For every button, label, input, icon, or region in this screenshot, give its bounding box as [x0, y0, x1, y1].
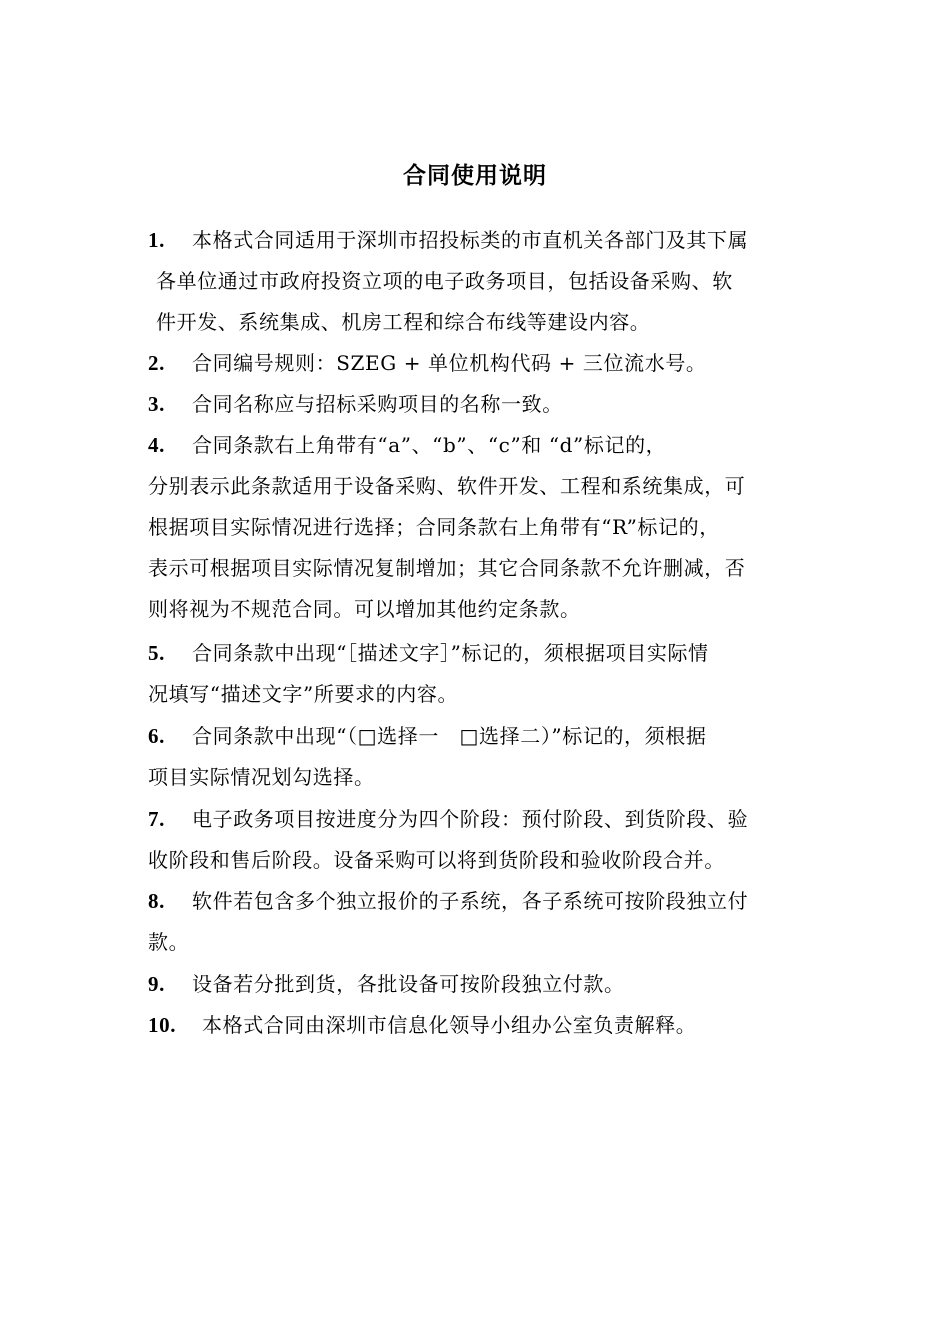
- list-item-2: [148, 343, 808, 384]
- item-line: [148, 1005, 808, 1046]
- item-line: 款。: [148, 930, 190, 954]
- list-item-6: [148, 716, 808, 798]
- item-number: 10.: [148, 1013, 177, 1037]
- item-text: 本格式合同适用于深圳市招投标类的市直机关各部门及其下属: [192, 228, 749, 252]
- item-line: [148, 384, 808, 425]
- item-line: 表示可根据项目实际情况复制增加；其它合同条款不允许删减，否: [148, 556, 746, 580]
- item-number: 3.: [148, 392, 165, 416]
- item-line: 收阶段和售后阶段。设备采购可以将到货阶段和验收阶段合并。: [148, 848, 725, 872]
- item-number: 2.: [148, 351, 165, 375]
- item-line: 则将视为不规范合同。可以增加其他约定条款。: [148, 597, 581, 621]
- list-item-4: [148, 425, 808, 630]
- item-line: 分别表示此条款适用于设备采购、软件开发、工程和系统集成，可: [148, 474, 746, 498]
- item-line: [148, 633, 808, 674]
- list-item-3: [148, 384, 808, 425]
- item-text: 电子政务项目按进度分为四个阶段：预付阶段、到货阶段、验: [192, 807, 749, 831]
- item-number: 7.: [148, 807, 165, 831]
- item-number: 9.: [148, 972, 165, 996]
- item-number: 4.: [148, 433, 165, 457]
- item-line: [148, 716, 808, 757]
- item-line: 件开发、系统集成、机房工程和综合布线等建设内容。: [156, 310, 651, 334]
- item-line: [148, 881, 808, 922]
- list-item-1: [148, 220, 808, 343]
- item-line: [148, 220, 808, 261]
- item-number: 8.: [148, 889, 165, 913]
- item-number: 5.: [148, 641, 165, 665]
- item-text: 合同名称应与招标采购项目的名称一致。: [192, 392, 563, 416]
- list-item-10: [148, 1005, 808, 1046]
- item-line: 项目实际情况划勾选择。: [148, 765, 375, 789]
- item-line: 根据项目实际情况进行选择；合同条款右上角带有“R”标记的，: [148, 515, 720, 539]
- item-text: 合同条款右上角带有“a”、“b”、“c”和 “d”标记的，: [192, 433, 667, 457]
- item-line: [148, 343, 808, 384]
- item-line: [148, 425, 808, 466]
- item-number: 6.: [148, 724, 165, 748]
- list-item-9: [148, 964, 808, 1005]
- page-title: 合同使用说明: [403, 163, 547, 189]
- item-line: [148, 964, 808, 1005]
- item-text: 软件若包含多个独立报价的子系统，各子系统可按阶段独立付: [192, 889, 749, 913]
- item-text: 设备若分批到货，各批设备可按阶段独立付款。: [192, 972, 625, 996]
- item-line: 各单位通过市政府投资立项的电子政务项目，包括设备采购、软: [156, 269, 733, 293]
- list-item-7: [148, 799, 808, 881]
- item-number: 1.: [148, 228, 165, 252]
- item-line: [148, 799, 808, 840]
- item-text: 合同条款中出现“［描述文字］”标记的，须根据项目实际情: [192, 641, 709, 665]
- list-item-5: [148, 633, 808, 715]
- item-line: 况填写“描述文字”所要求的内容。: [148, 682, 459, 706]
- item-text: 本格式合同由深圳市信息化领导小组办公室负责解释。: [202, 1013, 697, 1037]
- list-item-8: [148, 881, 808, 963]
- item-text: 合同编号规则：SZEG + 单位机构代码 + 三位流水号。: [192, 351, 707, 375]
- item-text: 合同条款中出现“（□选择一 □选择二）”标记的，须根据: [192, 724, 707, 748]
